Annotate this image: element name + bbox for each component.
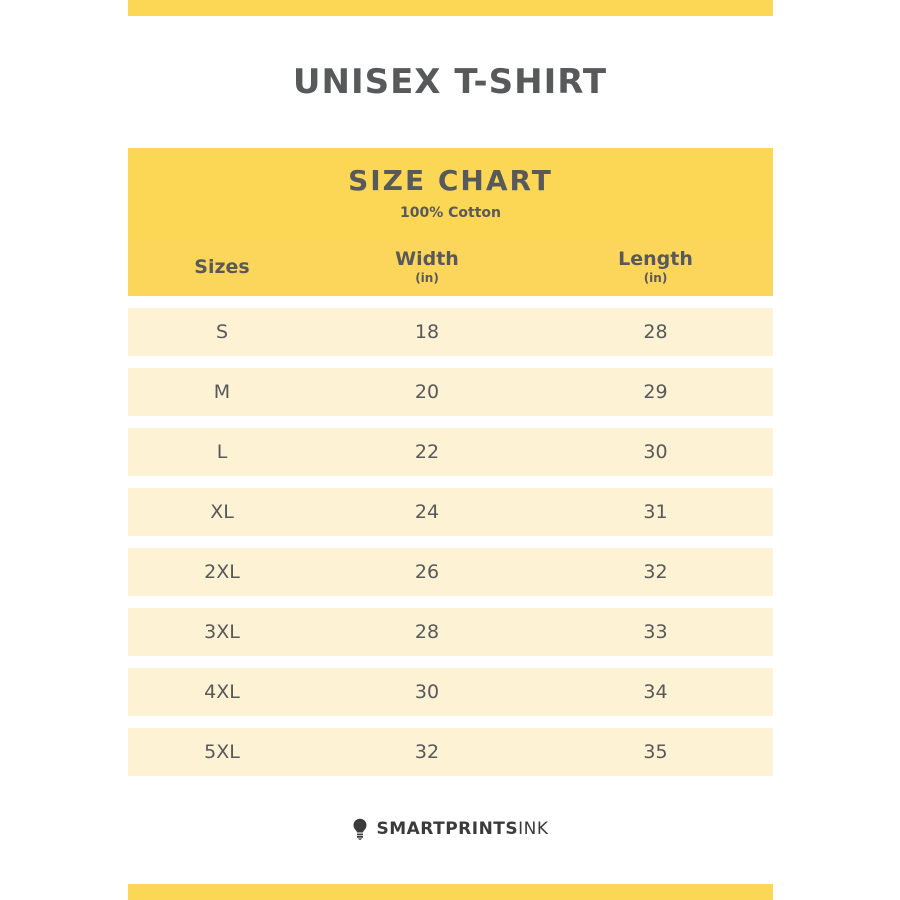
table-row	[128, 608, 773, 656]
column-header-width-unit: (in)	[415, 271, 439, 286]
cell-size: XL	[210, 501, 234, 523]
column-header-length-label: Length	[618, 247, 693, 270]
cell-size: L	[216, 441, 228, 463]
cell-length: 30	[643, 441, 668, 463]
cell-width: 22	[414, 441, 440, 463]
column-header-sizes-label: Sizes	[194, 255, 250, 278]
cell-size: 5XL	[204, 741, 240, 763]
table-row	[128, 548, 773, 596]
bottom-accent-bar	[128, 884, 773, 900]
cell-width: 28	[414, 621, 440, 643]
table-row	[128, 728, 773, 776]
cell-length: 28	[643, 321, 668, 343]
column-header-sizes	[128, 255, 316, 278]
cell-size: 2XL	[204, 561, 240, 583]
page-title: UNISEX T-SHIRT	[292, 62, 608, 102]
footer-brand	[0, 818, 900, 840]
cell-length: 35	[643, 741, 668, 763]
chart-subheading: 100% Cotton	[400, 205, 501, 221]
column-header-width	[316, 247, 538, 286]
lightbulb-icon	[351, 818, 369, 840]
brand-name	[376, 819, 548, 839]
chart-heading: SIZE CHART	[348, 164, 553, 197]
table-row	[128, 428, 773, 476]
cell-length: 34	[643, 681, 668, 703]
column-header-length-unit: (in)	[643, 271, 668, 286]
cell-width: 18	[414, 321, 440, 343]
cell-length: 33	[643, 621, 668, 643]
cell-width: 32	[414, 741, 440, 763]
cell-size: S	[215, 321, 229, 343]
column-header-length	[538, 247, 773, 286]
cell-width: 24	[414, 501, 440, 523]
brand-name-light: INK	[518, 819, 549, 839]
column-header-width-label: Width	[395, 247, 459, 270]
cell-width: 30	[414, 681, 440, 703]
cell-length: 29	[643, 381, 668, 403]
table-row	[128, 488, 773, 536]
brand-name-bold: SMARTPRINTS	[376, 819, 519, 839]
table-row	[128, 308, 773, 356]
cell-size: M	[213, 381, 231, 403]
cell-width: 20	[414, 381, 440, 403]
cell-size: 3XL	[204, 621, 240, 643]
chart-header	[128, 148, 773, 239]
size-chart	[128, 148, 773, 776]
top-accent-bar	[128, 0, 773, 16]
table-row	[128, 668, 773, 716]
table-header-row	[128, 239, 773, 296]
table-row	[128, 368, 773, 416]
cell-length: 31	[643, 501, 668, 523]
cell-length: 32	[643, 561, 668, 583]
cell-width: 26	[414, 561, 440, 583]
cell-size: 4XL	[204, 681, 240, 703]
